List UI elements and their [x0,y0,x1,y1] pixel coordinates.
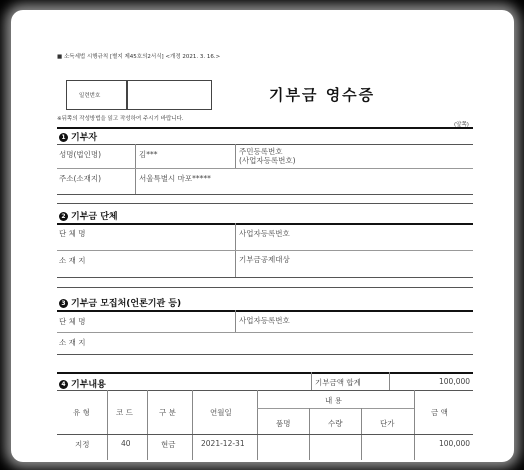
col-code-header: 코 드 [116,408,133,417]
serial-number-value-box[interactable] [126,80,212,110]
col-type-header: 유 형 [73,408,90,417]
section-number-badge: 2 [59,212,68,221]
total-amount-label: 기부금액 합계 [315,378,361,387]
section-number-badge: 1 [59,133,68,142]
serial-number-box [66,80,128,110]
section-org-title: 2 기부금 단체 [59,209,118,222]
col-date-header: 연월일 [210,408,232,417]
donor-address-value: 서울특별시 마포***** [139,174,211,183]
col-division-header: 구 분 [159,408,176,417]
row-amount: 100,000 [439,439,471,448]
donor-name-label: 성명(법인명) [59,150,102,159]
col-quantity-header: 수량 [328,419,343,428]
collector-location-label: 소 재 지 [59,338,86,347]
section-number-badge: 3 [59,299,68,308]
section-donor-title: 1 기부자 [59,130,97,143]
collector-name-label: 단 체 명 [59,317,86,326]
col-amount-header: 금 액 [431,408,448,417]
row-division: 현금 [161,440,176,449]
org-location-label: 소 재 지 [59,256,86,265]
donor-id-label: 주민등록번호 [239,147,283,156]
col-unit-price-header: 단가 [380,419,395,428]
serial-number-label: 일련번호 [79,93,101,99]
instruction-note: ※뒤쪽의 작성방법을 읽고 작성하여 주시기 바랍니다. [57,116,184,122]
row-type: 지정 [75,440,90,449]
page-side-label: (앞쪽) [454,122,469,128]
donor-biz-id-label: (사업자등록번호) [239,156,296,165]
row-date: 2021-12-31 [201,439,245,448]
section-number-badge: 4 [59,380,68,389]
collector-biz-label: 사업자등록번호 [239,316,290,325]
form-reference: ■ 소득세법 시행규칙 [별지 제45호의2서식] <개정 2021. 3. 16.> [57,54,221,60]
donor-address-label: 주소(소재지) [59,174,102,183]
org-name-label: 단 체 명 [59,229,86,238]
org-biz-label: 사업자등록번호 [239,229,290,238]
row-code: 40 [121,439,131,448]
org-deduction-label: 기부금공제대상 [239,255,290,264]
page-title: 기부금 영수증 [269,86,376,104]
section-details-title: 4 기부내용 [59,377,106,390]
section-collector-title: 3 기부금 모집처(언론기관 등) [59,296,181,309]
receipt-paper [11,10,514,462]
col-content-header: 내 용 [325,396,342,405]
total-amount-value: 100,000 [439,377,471,386]
donor-name-value: 김*** [139,150,158,159]
col-item-header: 품명 [276,419,291,428]
